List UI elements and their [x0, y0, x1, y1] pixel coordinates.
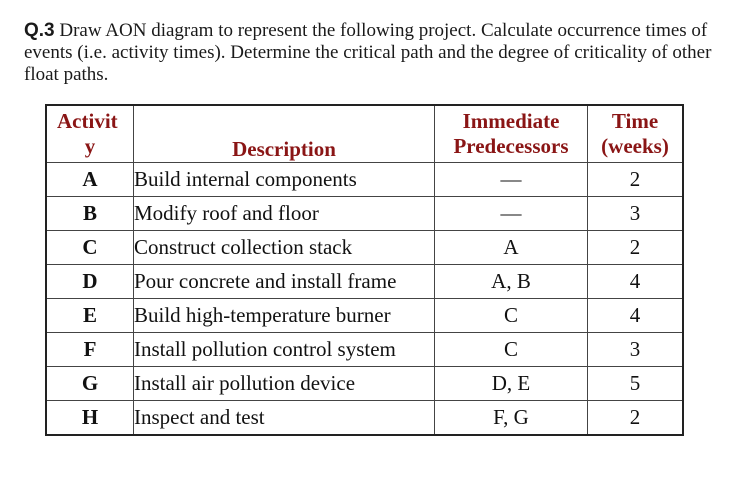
header-description: Description	[134, 105, 435, 163]
predecessors-cell: A, B	[435, 265, 588, 299]
predecessors-cell: —	[435, 197, 588, 231]
description-cell: Install pollution control system	[134, 333, 435, 367]
header-time	[588, 105, 684, 163]
time-cell: 2	[588, 163, 684, 197]
predecessors-cell: C	[435, 299, 588, 333]
time-cell: 4	[588, 265, 684, 299]
header-predecessors-line1: Immediate	[462, 109, 560, 133]
time-cell: 5	[588, 367, 684, 401]
header-predecessors-line2: Predecessors	[453, 134, 569, 158]
time-cell: 2	[588, 401, 684, 436]
activity-cell: E	[46, 299, 134, 333]
description-cell: Pour concrete and install frame	[134, 265, 435, 299]
header-activity-line2: y	[84, 134, 96, 158]
table-row	[46, 197, 683, 231]
activity-cell: D	[46, 265, 134, 299]
activity-cell: C	[46, 231, 134, 265]
predecessors-cell: F, G	[435, 401, 588, 436]
header-activity	[46, 105, 134, 163]
table-row	[46, 367, 683, 401]
description-cell: Build high-temperature burner	[134, 299, 435, 333]
table-row	[46, 265, 683, 299]
description-cell: Build internal components	[134, 163, 435, 197]
header-time-line1: Time	[611, 109, 659, 133]
question-number: Q.3	[24, 20, 55, 41]
header-activity-line1: Activit	[57, 109, 118, 133]
table-header-row	[46, 105, 683, 163]
description-cell: Construct collection stack	[134, 231, 435, 265]
activity-cell: G	[46, 367, 134, 401]
activity-cell: F	[46, 333, 134, 367]
predecessors-cell: A	[435, 231, 588, 265]
table-row	[46, 333, 683, 367]
activity-cell: A	[46, 163, 134, 197]
table-row	[46, 231, 683, 265]
activity-table	[45, 104, 684, 436]
time-cell: 3	[588, 333, 684, 367]
description-cell: Modify roof and floor	[134, 197, 435, 231]
header-predecessors	[435, 105, 588, 163]
time-cell: 4	[588, 299, 684, 333]
table-row	[46, 299, 683, 333]
description-cell: Inspect and test	[134, 401, 435, 436]
activity-cell: B	[46, 197, 134, 231]
table-row	[46, 163, 683, 197]
predecessors-cell: C	[435, 333, 588, 367]
table-row	[46, 401, 683, 436]
time-cell: 3	[588, 197, 684, 231]
header-time-line2: (weeks)	[601, 134, 669, 158]
predecessors-cell: D, E	[435, 367, 588, 401]
time-cell: 2	[588, 231, 684, 265]
question-text-block	[24, 20, 724, 86]
predecessors-cell: —	[435, 163, 588, 197]
activity-cell: H	[46, 401, 134, 436]
question-body: Draw AON diagram to represent the following project. Calculate occurrence times of events (i.e. activity times). Determine the critical path and the degree of criticality of other float paths.	[24, 20, 712, 85]
description-cell: Install air pollution device	[134, 367, 435, 401]
